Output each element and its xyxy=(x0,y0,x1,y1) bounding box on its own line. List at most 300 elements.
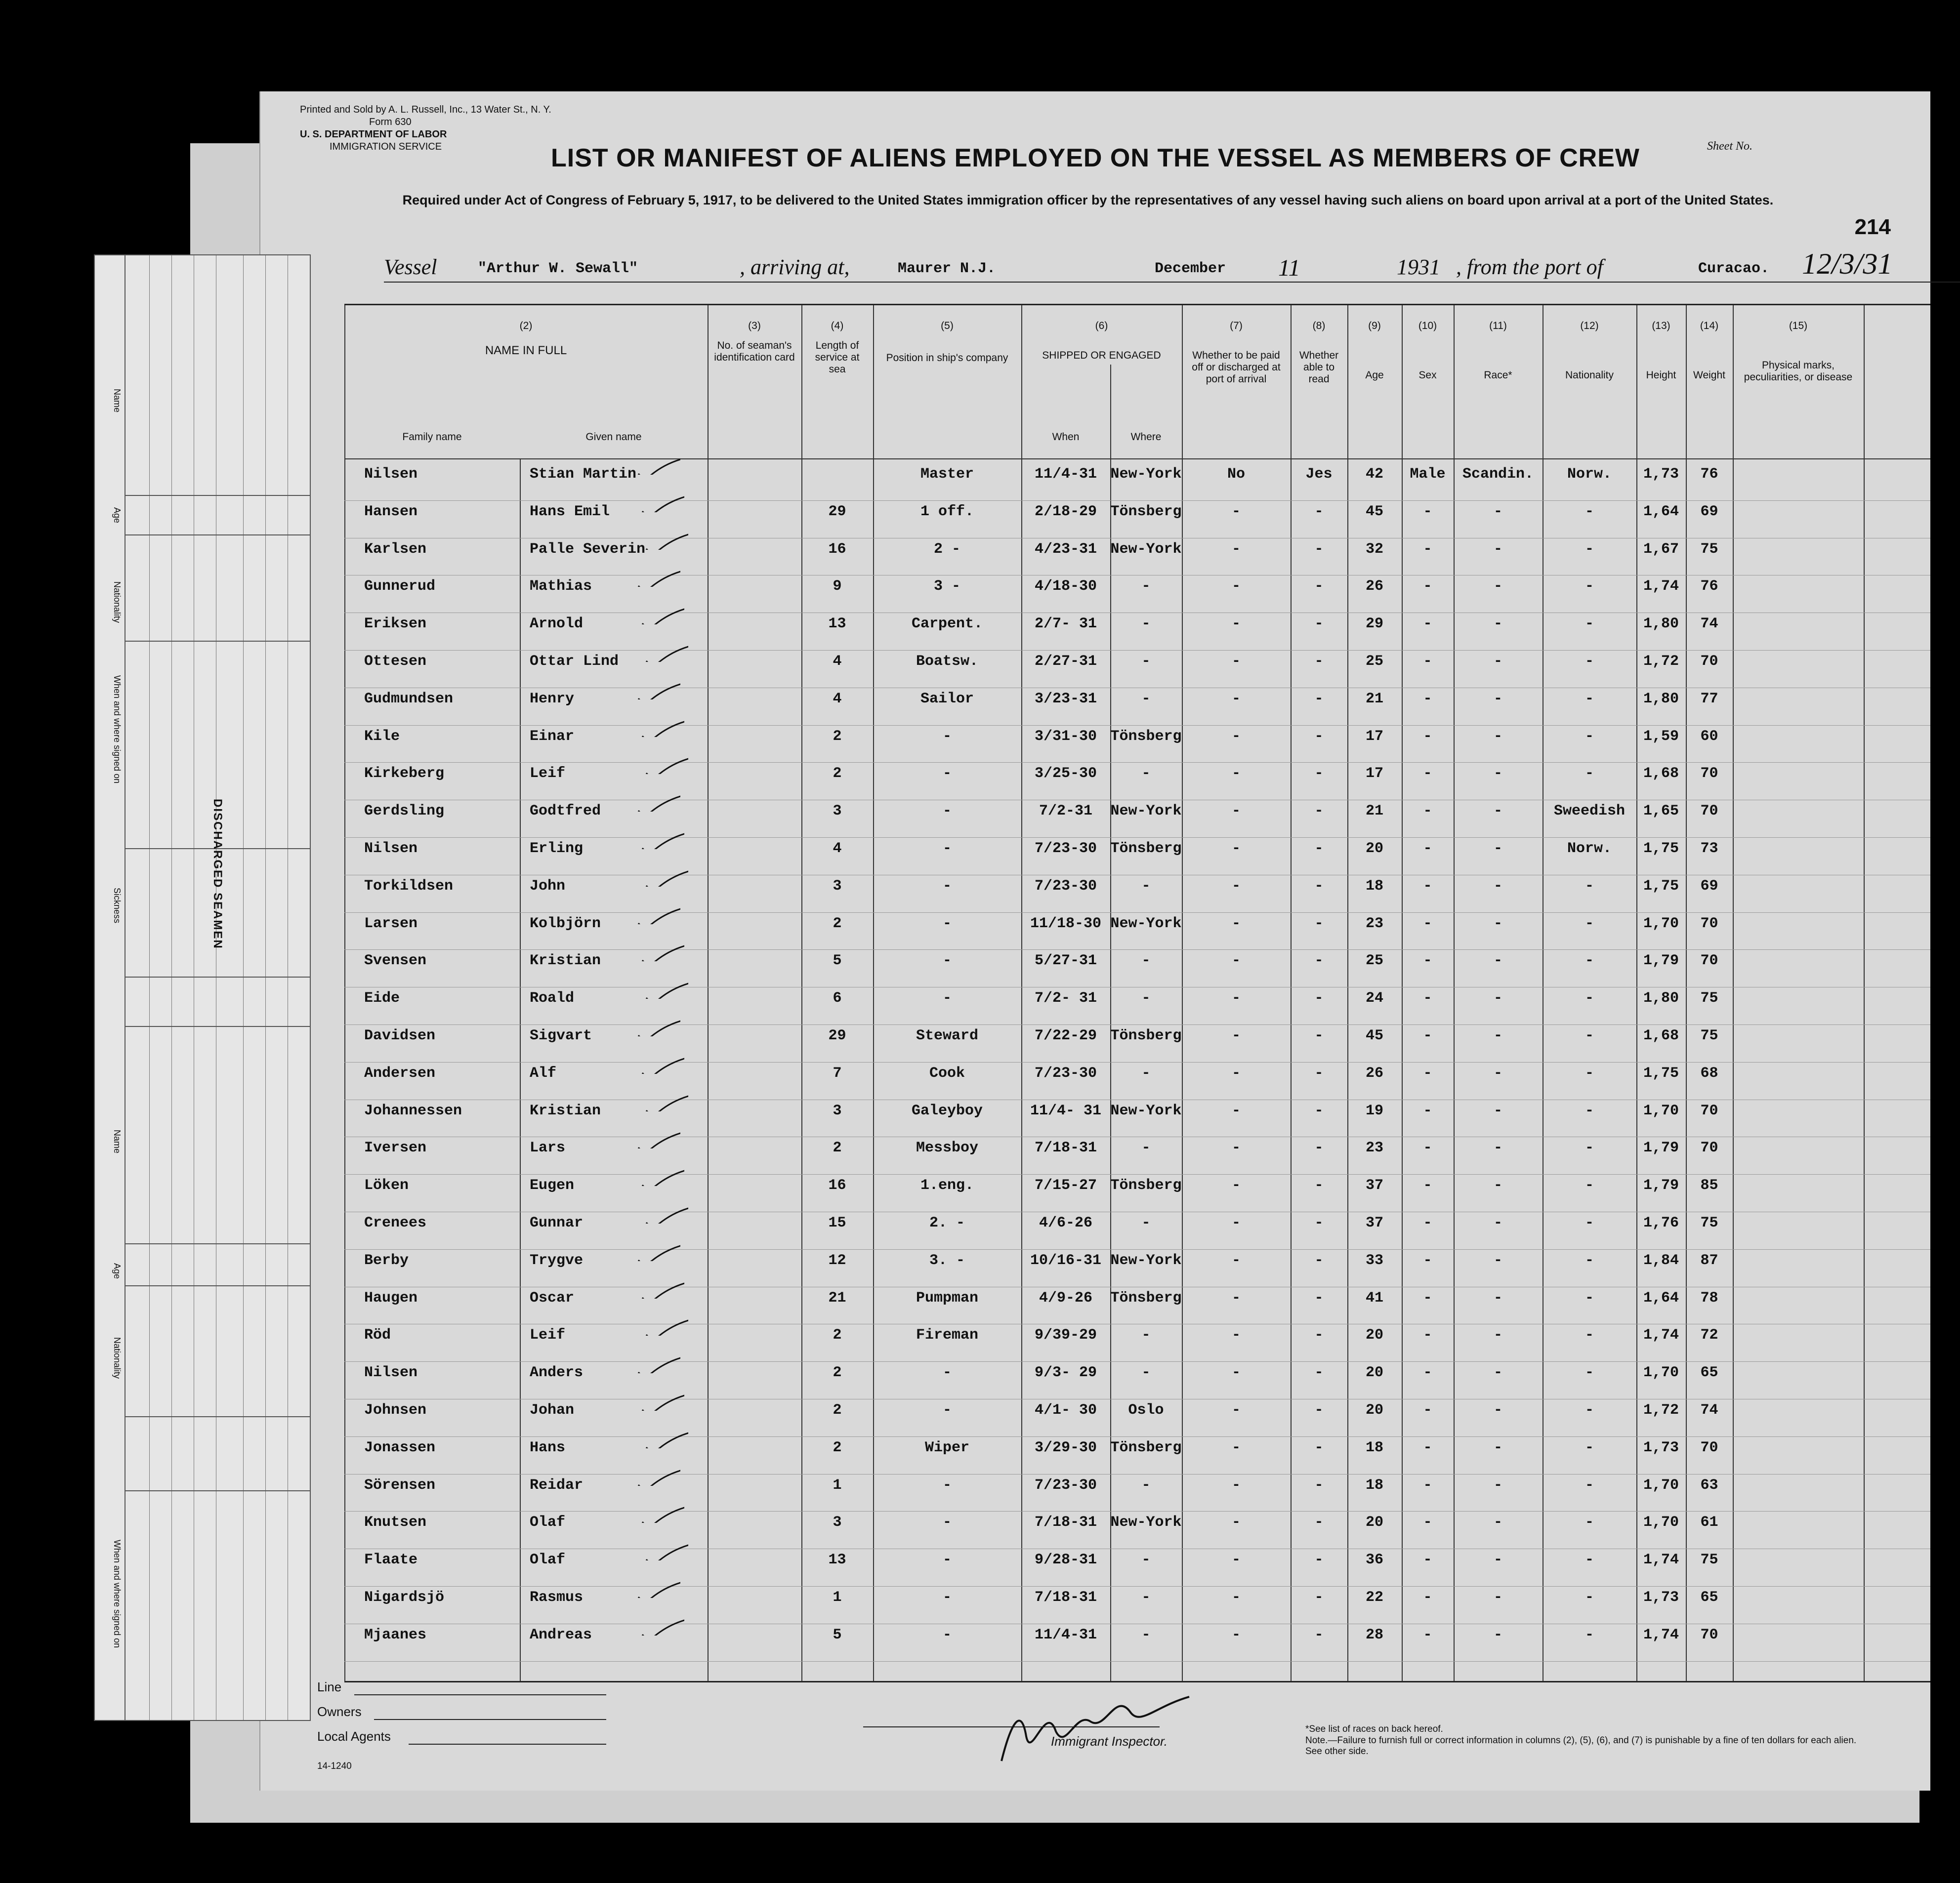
cell-weight: 76 xyxy=(1700,578,1718,595)
col-13-number: (13) xyxy=(1652,320,1670,331)
cell-race: - xyxy=(1493,1589,1502,1606)
document-subtitle: Required under Act of Congress of February 5, 1917, to be delivered to the United States immigration officer by the representatives of any vessel having such aliens on board upon arrival at a port of the United States. xyxy=(402,193,1774,207)
cell-read: - xyxy=(1314,1289,1324,1307)
col-4-number: (4) xyxy=(831,320,844,331)
discharged-seamen-slip xyxy=(94,254,311,1721)
row-rule xyxy=(344,1586,1930,1587)
cell-position: - xyxy=(942,1514,952,1531)
cell-position: - xyxy=(942,728,952,745)
vessel-name: "Arthur W. Sewall" xyxy=(478,260,638,277)
cell-race: - xyxy=(1493,578,1502,595)
col-14-number: (14) xyxy=(1700,320,1719,331)
slip-label-when-where: When and where signed on xyxy=(112,675,122,784)
cell-sex: - xyxy=(1423,990,1432,1007)
cell-position: Pumpman xyxy=(916,1289,979,1307)
printer-line: Printed and Sold by A. L. Russell, Inc., 13 Water St., N. Y. xyxy=(300,104,551,115)
check-mark-icon xyxy=(644,867,688,887)
cell-family: Johnsen xyxy=(364,1402,427,1419)
cell-weight: 60 xyxy=(1700,728,1718,745)
cell-family: Eriksen xyxy=(364,615,427,633)
cell-height: 1,68 xyxy=(1643,1027,1679,1044)
col-10-number: (10) xyxy=(1418,320,1437,331)
cell-read: - xyxy=(1314,1552,1324,1569)
cell-position: - xyxy=(942,1476,952,1494)
cell-family: Nilsen xyxy=(364,1364,418,1382)
row-rule xyxy=(344,837,1930,838)
cell-age: 25 xyxy=(1365,653,1383,670)
from-port-label: , from the port of xyxy=(1456,255,1603,279)
cell-height: 1,80 xyxy=(1643,990,1679,1007)
cell-race: - xyxy=(1493,1439,1502,1456)
cell-weight: 70 xyxy=(1700,765,1718,782)
check-mark-icon xyxy=(644,979,688,999)
cell-given: Anders xyxy=(530,1364,584,1382)
cell-service: 4 xyxy=(833,840,842,857)
cell-position: 3. - xyxy=(929,1252,965,1269)
cell-family: Löken xyxy=(364,1177,409,1194)
cell-weight: 70 xyxy=(1700,1626,1718,1643)
cell-given: Kolbjörn xyxy=(530,915,601,932)
cell-given: Alf xyxy=(530,1064,557,1082)
col-5-number: (5) xyxy=(941,320,954,331)
cell-nat: - xyxy=(1585,1215,1594,1231)
cell-paid: - xyxy=(1231,578,1241,595)
cell-race: - xyxy=(1493,1327,1502,1344)
cell-age: 42 xyxy=(1365,466,1383,483)
slip-label-age-2: Age xyxy=(112,1263,122,1279)
cell-position: Messboy xyxy=(916,1140,979,1157)
cell-where: New-York xyxy=(1110,1102,1182,1119)
cell-nat: - xyxy=(1585,578,1594,595)
cell-service: 5 xyxy=(833,952,842,970)
cell-paid: - xyxy=(1231,840,1241,857)
cell-service: 12 xyxy=(828,1252,846,1269)
cell-nat: - xyxy=(1585,765,1594,782)
cell-nat: - xyxy=(1585,877,1594,895)
cell-where: New-York xyxy=(1110,915,1182,932)
cell-paid: - xyxy=(1231,915,1241,932)
cell-position: - xyxy=(942,990,952,1007)
cell-read: - xyxy=(1314,1327,1324,1344)
cell-paid: - xyxy=(1231,990,1241,1007)
cell-family: Nigardsjö xyxy=(364,1589,445,1606)
cell-where: - xyxy=(1141,877,1151,895)
cell-family: Mjaanes xyxy=(364,1626,427,1643)
cell-age: 33 xyxy=(1365,1252,1383,1269)
cell-weight: 73 xyxy=(1700,840,1718,857)
cell-nat: - xyxy=(1585,1402,1594,1419)
cell-sex: - xyxy=(1423,1552,1432,1569)
cell-family: Flaate xyxy=(364,1552,418,1569)
cell-paid: - xyxy=(1231,1252,1241,1269)
cell-weight: 75 xyxy=(1700,1215,1718,1231)
cell-where: New-York xyxy=(1110,1514,1182,1531)
cell-weight: 85 xyxy=(1700,1177,1718,1194)
cell-sex: - xyxy=(1423,1514,1432,1531)
cell-service: 3 xyxy=(833,877,842,895)
cell-given: Henry xyxy=(530,690,575,707)
check-mark-icon xyxy=(644,1541,688,1560)
form-number: Form 630 xyxy=(369,117,412,127)
cell-family: Karlsen xyxy=(364,540,427,558)
cell-given: Stian Martin xyxy=(530,466,637,483)
cell-nat: - xyxy=(1585,728,1594,745)
cell-where: - xyxy=(1141,765,1151,782)
cell-position: 3 - xyxy=(933,578,960,595)
cell-given: Kristian xyxy=(530,952,601,970)
cell-sex: - xyxy=(1423,1402,1432,1419)
cell-age: 45 xyxy=(1365,1027,1383,1044)
cell-given: Andreas xyxy=(530,1626,592,1643)
row-rule xyxy=(344,1024,1930,1025)
col-2-number: (2) xyxy=(519,320,533,331)
col-6-when-header: When xyxy=(1052,431,1080,443)
cell-service: 2 xyxy=(833,1364,842,1382)
cell-race: Scandin. xyxy=(1462,466,1534,483)
col-2-family-header: Family name xyxy=(402,431,462,443)
cell-read: - xyxy=(1314,1252,1324,1269)
arrival-year: 1931 xyxy=(1397,255,1440,279)
cell-nat: Norw. xyxy=(1567,466,1612,483)
cell-family: Kirkeberg xyxy=(364,765,445,782)
cell-height: 1,70 xyxy=(1643,1476,1679,1494)
cell-read: - xyxy=(1314,1064,1324,1082)
cell-height: 1,70 xyxy=(1643,1514,1679,1531)
cell-race: - xyxy=(1493,1177,1502,1194)
cell-age: 32 xyxy=(1365,540,1383,558)
row-rule xyxy=(344,1249,1930,1250)
arriving-port: Maurer N.J. xyxy=(898,260,996,277)
cell-read: - xyxy=(1314,990,1324,1007)
cell-position: Fireman xyxy=(916,1327,979,1344)
cell-paid: - xyxy=(1231,503,1241,520)
cell-height: 1,72 xyxy=(1643,1402,1679,1419)
col-6-where-header: Where xyxy=(1130,431,1162,443)
cell-where: - xyxy=(1141,690,1151,707)
arrival-month: December xyxy=(1155,260,1226,277)
col-3-title: No. of seaman's identification card xyxy=(714,340,795,363)
cell-race: - xyxy=(1493,803,1502,820)
cell-service: 13 xyxy=(828,615,846,633)
cell-nat: - xyxy=(1585,653,1594,670)
cell-position: Sailor xyxy=(920,690,974,707)
cell-paid: - xyxy=(1231,1626,1241,1643)
cell-paid: - xyxy=(1231,690,1241,707)
cell-paid: - xyxy=(1231,540,1241,558)
cell-weight: 75 xyxy=(1700,990,1718,1007)
cell-family: Röd xyxy=(364,1327,391,1344)
cell-when: 10/16-31 xyxy=(1030,1252,1102,1269)
cell-race: - xyxy=(1493,503,1502,520)
check-mark-icon xyxy=(640,829,684,849)
cell-when: 7/23-30 xyxy=(1034,840,1097,857)
slip-label-nationality-2: Nationality xyxy=(112,1337,122,1379)
line-underline xyxy=(354,1694,606,1695)
cell-read: - xyxy=(1314,1215,1324,1231)
cell-service: 3 xyxy=(833,803,842,820)
cell-race: - xyxy=(1493,1476,1502,1494)
cell-given: Roald xyxy=(530,990,575,1007)
cell-where: Tönsberg xyxy=(1110,1439,1182,1456)
cell-nat: - xyxy=(1585,952,1594,970)
arriving-label: , arriving at, xyxy=(740,255,850,279)
slip-title: DISCHARGED SEAMEN xyxy=(211,799,224,949)
col-8-title: Whether able to read xyxy=(1299,350,1339,385)
cell-race: - xyxy=(1493,615,1502,633)
cell-when: 11/4-31 xyxy=(1034,466,1097,483)
cell-service: 7 xyxy=(833,1064,842,1082)
cell-family: Sörensen xyxy=(364,1476,436,1494)
check-mark-icon xyxy=(636,1017,680,1036)
cell-height: 1,73 xyxy=(1643,466,1679,483)
cell-read: - xyxy=(1314,1626,1324,1643)
cell-height: 1,74 xyxy=(1643,1552,1679,1569)
cell-height: 1,70 xyxy=(1643,1102,1679,1119)
cell-when: 11/4- 31 xyxy=(1030,1102,1102,1119)
cell-position: 2 - xyxy=(933,540,960,558)
cell-race: - xyxy=(1493,1289,1502,1307)
cell-service: 29 xyxy=(828,503,846,520)
cell-service: 16 xyxy=(828,1177,846,1194)
cell-race: - xyxy=(1493,1215,1502,1231)
cell-given: Erling xyxy=(530,840,584,857)
cell-position: - xyxy=(942,765,952,782)
cell-paid: - xyxy=(1231,803,1241,820)
check-mark-icon xyxy=(636,792,680,812)
col-2-title: NAME IN FULL xyxy=(485,344,567,357)
cell-family: Gudmundsen xyxy=(364,690,454,707)
check-mark-icon xyxy=(640,492,684,512)
cell-weight: 76 xyxy=(1700,466,1718,483)
cell-where: - xyxy=(1141,1589,1151,1606)
cell-given: Rasmus xyxy=(530,1589,584,1606)
owners-label: Owners xyxy=(317,1704,362,1719)
row-rule xyxy=(344,1661,1930,1662)
cell-read: Jes xyxy=(1305,466,1333,483)
col-3-number: (3) xyxy=(748,320,761,331)
col-2-given-header: Given name xyxy=(585,431,642,443)
cell-sex: - xyxy=(1423,1327,1432,1344)
cell-sex: - xyxy=(1423,840,1432,857)
cell-age: 24 xyxy=(1365,990,1383,1007)
cell-nat: - xyxy=(1585,615,1594,633)
cell-sex: - xyxy=(1423,1439,1432,1456)
cell-age: 29 xyxy=(1365,615,1383,633)
cell-position: - xyxy=(942,1626,952,1643)
races-note: *See list of races on back hereof. xyxy=(1305,1724,1443,1734)
cell-service: 4 xyxy=(833,653,842,670)
cell-weight: 77 xyxy=(1700,690,1718,707)
check-mark-icon xyxy=(640,1279,684,1299)
col-8-number: (8) xyxy=(1312,320,1326,331)
cell-nat: - xyxy=(1585,1439,1594,1456)
cell-height: 1,74 xyxy=(1643,578,1679,595)
cell-sex: - xyxy=(1423,765,1432,782)
cell-height: 1,84 xyxy=(1643,1252,1679,1269)
cell-where: New-York xyxy=(1110,803,1182,820)
cell-sex: - xyxy=(1423,803,1432,820)
cell-age: 20 xyxy=(1365,1327,1383,1344)
cell-height: 1,64 xyxy=(1643,1289,1679,1307)
cell-service: 2 xyxy=(833,1402,842,1419)
cell-service: 21 xyxy=(828,1289,846,1307)
cell-given: Lars xyxy=(530,1140,566,1157)
cell-race: - xyxy=(1493,1027,1502,1044)
col-12-number: (12) xyxy=(1580,320,1599,331)
document-title: LIST OR MANIFEST OF ALIENS EMPLOYED ON THE VESSEL AS MEMBERS OF CREW xyxy=(551,144,1640,172)
check-mark-icon xyxy=(644,754,688,774)
cell-paid: - xyxy=(1231,1140,1241,1157)
row-rule xyxy=(344,500,1930,501)
cell-sex: - xyxy=(1423,540,1432,558)
cell-given: Trygve xyxy=(530,1252,584,1269)
cell-position: Boatsw. xyxy=(916,653,979,670)
cell-where: New-York xyxy=(1110,540,1182,558)
cell-paid: - xyxy=(1231,1289,1241,1307)
cell-given: Ottar Lind xyxy=(530,653,619,670)
cell-given: Sigvart xyxy=(530,1027,592,1044)
cell-weight: 70 xyxy=(1700,952,1718,970)
cell-paid: - xyxy=(1231,765,1241,782)
cell-where: Tönsberg xyxy=(1110,728,1182,745)
vessel-label: Vessel xyxy=(384,255,437,279)
cell-weight: 68 xyxy=(1700,1064,1718,1082)
cell-paid: - xyxy=(1231,1064,1241,1082)
cell-age: 18 xyxy=(1365,1439,1383,1456)
cell-race: - xyxy=(1493,1514,1502,1531)
cell-when: 5/27-31 xyxy=(1034,952,1097,970)
cell-age: 18 xyxy=(1365,1476,1383,1494)
cell-where: - xyxy=(1141,615,1151,633)
cell-sex: - xyxy=(1423,653,1432,670)
cell-given: Leif xyxy=(530,1327,566,1344)
cell-given: Palle Severin xyxy=(530,540,646,558)
cell-paid: - xyxy=(1231,1102,1241,1119)
cell-where: Tönsberg xyxy=(1110,840,1182,857)
cell-sex: - xyxy=(1423,1064,1432,1082)
col-15-number: (15) xyxy=(1789,320,1808,331)
cell-read: - xyxy=(1314,1027,1324,1044)
cell-read: - xyxy=(1314,1589,1324,1606)
cell-height: 1,80 xyxy=(1643,615,1679,633)
cell-race: - xyxy=(1493,952,1502,970)
cell-when: 7/18-31 xyxy=(1034,1514,1097,1531)
cell-service: 3 xyxy=(833,1514,842,1531)
cell-position: Carpent. xyxy=(911,615,983,633)
col-10-title: Sex xyxy=(1418,369,1437,381)
cell-weight: 69 xyxy=(1700,877,1718,895)
cell-sex: - xyxy=(1423,952,1432,970)
cell-height: 1,75 xyxy=(1643,840,1679,857)
cell-position: - xyxy=(942,1552,952,1569)
check-mark-icon xyxy=(640,1503,684,1523)
cell-height: 1,68 xyxy=(1643,765,1679,782)
cell-when: 3/29-30 xyxy=(1034,1439,1097,1456)
cell-age: 26 xyxy=(1365,578,1383,595)
cell-family: Larsen xyxy=(364,915,418,932)
cell-weight: 74 xyxy=(1700,1402,1718,1419)
cell-nat: - xyxy=(1585,1327,1594,1344)
cell-service: 2 xyxy=(833,1140,842,1157)
cell-where: New-York xyxy=(1110,1252,1182,1269)
cell-race: - xyxy=(1493,915,1502,932)
check-mark-icon xyxy=(640,1054,684,1074)
cell-paid: - xyxy=(1231,728,1241,745)
cell-sex: - xyxy=(1423,1252,1432,1269)
cell-height: 1,65 xyxy=(1643,803,1679,820)
cell-read: - xyxy=(1314,1402,1324,1419)
cell-race: - xyxy=(1493,1364,1502,1382)
cell-family: Torkildsen xyxy=(364,877,454,895)
cell-position: - xyxy=(942,840,952,857)
cell-age: 37 xyxy=(1365,1215,1383,1231)
cell-nat: - xyxy=(1585,1140,1594,1157)
cell-height: 1,79 xyxy=(1643,1177,1679,1194)
cell-height: 1,74 xyxy=(1643,1327,1679,1344)
cell-height: 1,59 xyxy=(1643,728,1679,745)
cell-when: 7/23-30 xyxy=(1034,1064,1097,1082)
slip-label-name-2: Name xyxy=(112,1130,122,1154)
cell-service: 2 xyxy=(833,1327,842,1344)
vessel-underline xyxy=(384,282,1960,283)
col-9-number: (9) xyxy=(1368,320,1381,331)
handwritten-date: 12/3/31 xyxy=(1802,247,1893,280)
cell-when: 4/23-31 xyxy=(1034,540,1097,558)
cell-read: - xyxy=(1314,952,1324,970)
cell-where: Tönsberg xyxy=(1110,1289,1182,1307)
cell-where: - xyxy=(1141,1327,1151,1344)
cell-read: - xyxy=(1314,653,1324,670)
cell-service: 13 xyxy=(828,1552,846,1569)
cell-given: Reidar xyxy=(530,1476,584,1494)
cell-read: - xyxy=(1314,578,1324,595)
cell-read: - xyxy=(1314,503,1324,520)
cell-nat: - xyxy=(1585,1589,1594,1606)
cell-paid: - xyxy=(1231,1439,1241,1456)
cell-position: - xyxy=(942,952,952,970)
row-rule xyxy=(344,1062,1930,1063)
cell-given: Kristian xyxy=(530,1102,601,1119)
col-12-title: Nationality xyxy=(1565,369,1614,381)
cell-paid: - xyxy=(1231,1402,1241,1419)
cell-race: - xyxy=(1493,540,1502,558)
cell-service: 15 xyxy=(828,1215,846,1231)
cell-nat: - xyxy=(1585,503,1594,520)
cell-age: 25 xyxy=(1365,952,1383,970)
cell-paid: - xyxy=(1231,952,1241,970)
col-14-title: Weight xyxy=(1693,369,1725,381)
cell-height: 1,64 xyxy=(1643,503,1679,520)
cell-service: 2 xyxy=(833,1439,842,1456)
cell-nat: - xyxy=(1585,1102,1594,1119)
cell-service: 4 xyxy=(833,690,842,707)
cell-weight: 65 xyxy=(1700,1364,1718,1382)
col-6-title: SHIPPED OR ENGAGED xyxy=(1042,350,1161,361)
cell-paid: - xyxy=(1231,653,1241,670)
cell-age: 20 xyxy=(1365,1402,1383,1419)
cell-position: Galeyboy xyxy=(911,1102,983,1119)
cell-family: Berby xyxy=(364,1252,409,1269)
vessel-line xyxy=(384,247,1960,282)
cell-family: Haugen xyxy=(364,1289,418,1307)
cell-where: Tönsberg xyxy=(1110,503,1182,520)
col-4-title: Length of service at sea xyxy=(815,340,860,375)
cell-read: - xyxy=(1314,1439,1324,1456)
cell-when: 4/6-26 xyxy=(1039,1215,1093,1231)
cell-sex: - xyxy=(1423,915,1432,932)
cell-height: 1,75 xyxy=(1643,877,1679,895)
cell-nat: Sweedish xyxy=(1553,803,1626,820)
